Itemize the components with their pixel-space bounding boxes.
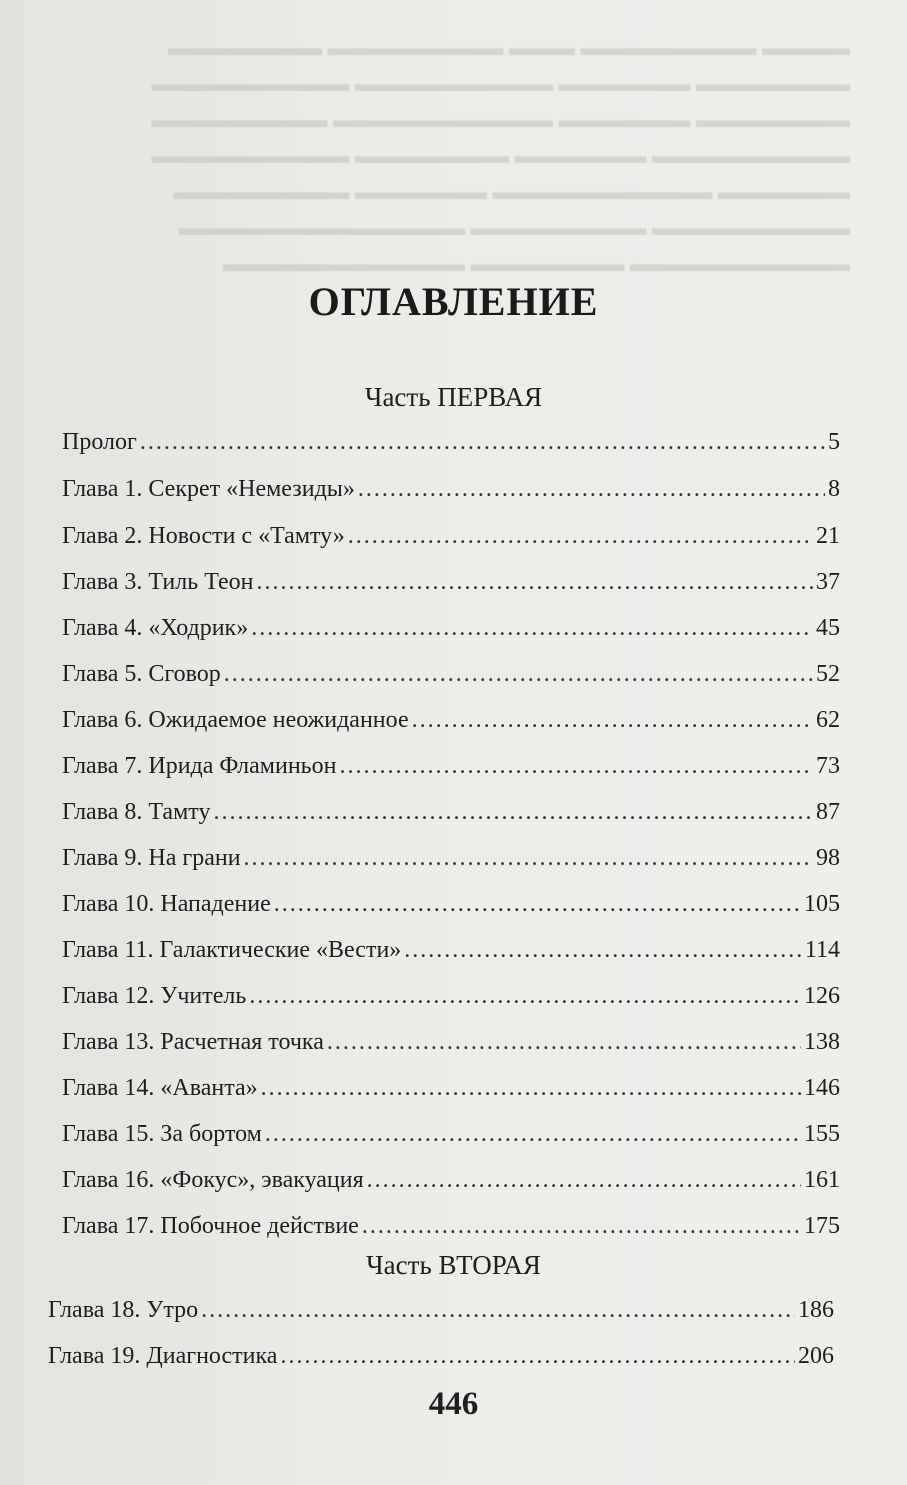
toc-entry-page: 5: [828, 429, 840, 455]
toc-entry-page: 8: [828, 476, 840, 502]
leader-dots: [280, 1338, 795, 1374]
toc-entry[interactable]: [62, 1116, 840, 1152]
toc-entry[interactable]: [62, 1024, 840, 1060]
toc-entry-page: 37: [816, 569, 840, 595]
part-one-label: Часть ПЕРВАЯ: [364, 382, 543, 412]
toc-entry-page: 105: [804, 891, 840, 917]
toc-entry-page: 62: [816, 707, 840, 733]
toc-entry[interactable]: [62, 564, 840, 600]
leader-dots: [412, 702, 813, 738]
bleed-through-text: ▬▬▬▬ ▬▬▬▬▬▬▬▬ ▬▬▬ ▬▬▬▬▬▬▬▬ ▬▬▬▬▬▬▬ ▬▬▬▬▬▬▬ ▬▬▬▬▬▬ ▬▬▬▬▬▬▬▬▬ ▬▬▬▬▬▬▬▬▬ ▬▬▬▬▬▬▬ ▬▬▬▬▬▬ ▬▬▬▬▬▬▬▬▬▬ ▬▬▬▬▬▬▬▬ ▬▬▬▬▬▬▬▬▬ ▬▬▬▬▬▬ ▬▬▬▬▬▬▬ ▬▬▬▬▬▬▬▬▬ ▬▬▬▬▬▬ ▬▬▬▬▬▬▬▬▬▬ ▬▬▬▬▬▬ ▬▬▬▬▬▬▬▬ ▬▬▬▬▬▬▬▬▬ ▬▬▬▬▬▬▬▬ ▬▬▬▬▬▬▬▬▬▬▬▬▬ ▬▬▬▬▬▬▬▬▬▬ ▬▬▬▬▬▬▬ ▬▬▬▬▬▬▬▬▬▬▬: [151, 35, 850, 276]
toc-entry-page: 45: [816, 615, 840, 641]
toc-entry-title: Глава 11. Галактические «Вести»: [62, 937, 402, 963]
toc-entry-title: Глава 2. Новости с «Тамту»: [62, 523, 345, 549]
toc-entry-title: Глава 7. Ирида Фламиньон: [62, 753, 337, 779]
toc-entry-page: 175: [804, 1213, 840, 1239]
leader-dots: [274, 886, 801, 922]
leader-dots: [362, 1208, 801, 1244]
leader-dots: [140, 424, 825, 460]
toc-entry-title: Глава 4. «Ходрик»: [62, 615, 249, 641]
toc-entry[interactable]: [62, 1162, 840, 1198]
toc-entry[interactable]: [48, 1292, 834, 1328]
toc-entry-title: Глава 1. Секрет «Немезиды»: [62, 476, 355, 502]
toc-entry-title: Глава 17. Побочное действие: [62, 1213, 359, 1239]
toc-entry[interactable]: [62, 656, 840, 692]
toc-entry-title: Глава 14. «Аванта»: [62, 1075, 258, 1101]
toc-entry-page: 21: [816, 523, 840, 549]
leader-dots: [256, 564, 813, 600]
leader-dots: [327, 1024, 801, 1060]
leader-dots: [348, 518, 813, 554]
toc-entry[interactable]: [62, 471, 840, 507]
toc-entry-page: 114: [804, 937, 840, 963]
leader-dots: [249, 978, 801, 1014]
toc-entry[interactable]: [62, 1070, 840, 1106]
leader-dots: [244, 840, 813, 876]
leader-dots: [265, 1116, 801, 1152]
toc-entry-page: 138: [804, 1029, 840, 1055]
toc-entry-title: Глава 9. На грани: [62, 845, 241, 871]
toc-entry[interactable]: [62, 702, 840, 738]
leader-dots: [213, 794, 813, 830]
toc-entry-page: 98: [816, 845, 840, 871]
toc-entry[interactable]: [62, 794, 840, 830]
part-two-label: Часть ВТОРАЯ: [366, 1250, 541, 1280]
toc-entry[interactable]: [62, 748, 840, 784]
toc-entry-title: Глава 18. Утро: [48, 1297, 199, 1323]
leader-dots: [251, 610, 813, 646]
toc-entry-title: Глава 15. За бортом: [62, 1121, 262, 1147]
toc-entry[interactable]: [62, 424, 840, 460]
toc-entry[interactable]: [62, 932, 840, 968]
toc-entry-page: 206: [798, 1343, 834, 1369]
toc-entry[interactable]: [62, 840, 840, 876]
toc-entry[interactable]: [62, 518, 840, 554]
toc-entry[interactable]: [62, 610, 840, 646]
leader-dots: [261, 1070, 801, 1106]
toc-entry-page: 155: [804, 1121, 840, 1147]
toc-entry-title: Глава 8. Тамту: [62, 799, 211, 825]
toc-heading: ОГЛАВЛЕНИЕ: [308, 279, 599, 324]
toc-entry-page: 73: [816, 753, 840, 779]
toc-entry[interactable]: [62, 1208, 840, 1244]
toc-entry-title: Пролог: [62, 429, 137, 455]
leader-dots: [224, 656, 813, 692]
toc-entry-page: 87: [816, 799, 840, 825]
leader-dots: [339, 748, 813, 784]
toc-entry-title: Глава 6. Ожидаемое неожиданное: [62, 707, 409, 733]
toc-entry[interactable]: [62, 886, 840, 922]
toc-entry-page: 126: [804, 983, 840, 1009]
toc-entry-title: Глава 19. Диагностика: [48, 1343, 278, 1369]
leader-dots: [201, 1292, 795, 1328]
leader-dots: [404, 932, 802, 968]
toc-entry-page: 186: [798, 1297, 834, 1323]
toc-entry-title: Глава 12. Учитель: [62, 983, 247, 1009]
toc-entry[interactable]: [62, 978, 840, 1014]
toc-entry-title: Глава 10. Нападение: [62, 891, 271, 917]
toc-entry-page: 161: [804, 1167, 840, 1193]
toc-entry-title: Глава 5. Сговор: [62, 661, 221, 687]
leader-dots: [367, 1162, 801, 1198]
toc-entry-title: Глава 3. Тиль Теон: [62, 569, 254, 595]
leader-dots: [358, 471, 825, 507]
toc-entry-title: Глава 16. «Фокус», эвакуация: [62, 1167, 364, 1193]
toc-entry-page: 52: [816, 661, 840, 687]
toc-entry[interactable]: [48, 1338, 834, 1374]
toc-entry-page: 146: [804, 1075, 840, 1101]
toc-entry-title: Глава 13. Расчетная точка: [62, 1029, 324, 1055]
page-number: 446: [428, 1386, 479, 1422]
